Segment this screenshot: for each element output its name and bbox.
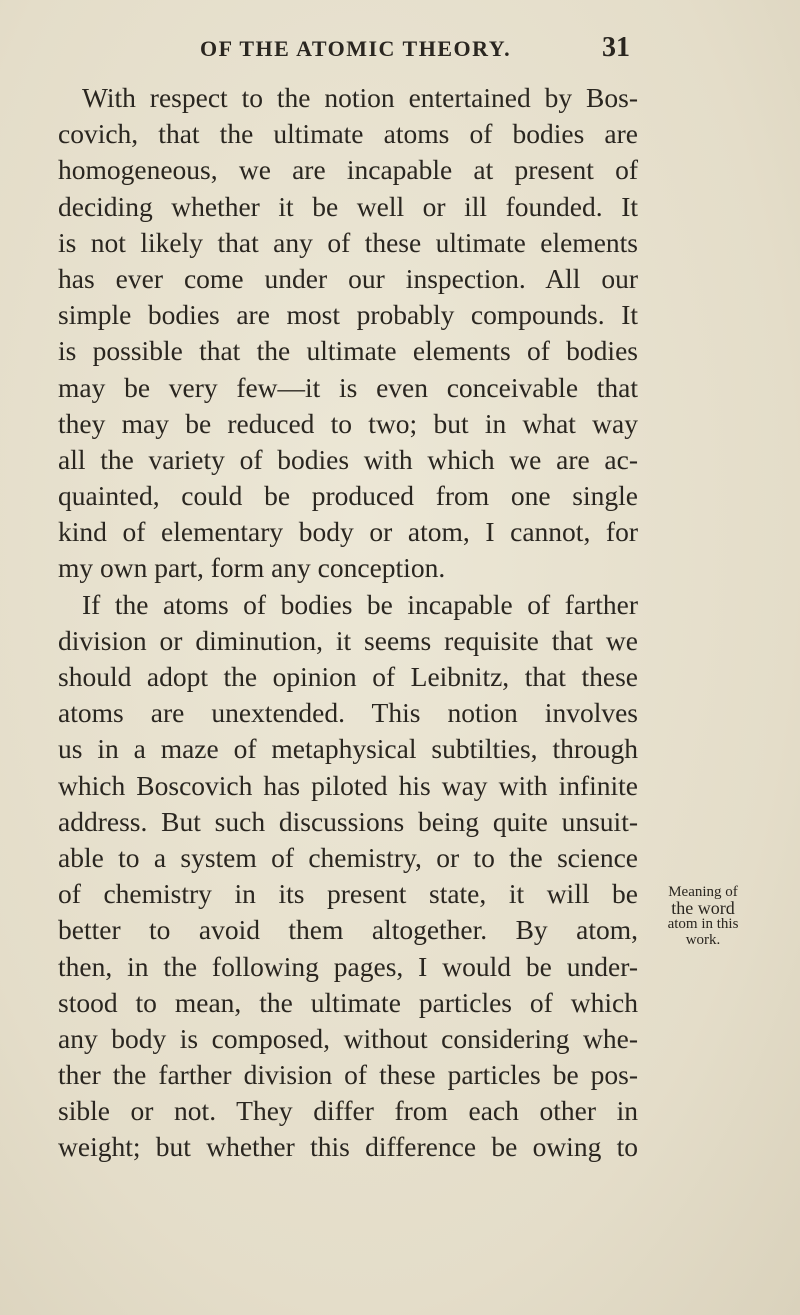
text-line: any body is composed, without considering whe- (58, 1022, 638, 1054)
text-line: then, in the following pages, I would be under- (58, 950, 638, 982)
text-line: my own part, form any conception. (58, 552, 446, 584)
text-line: has ever come under our inspection. All our (58, 262, 638, 294)
text-line: us in a maze of metaphysical subtilties, through (58, 733, 638, 765)
marginal-note-line: work. (685, 932, 721, 948)
marginal-note-line: atom in this (667, 916, 739, 932)
page-number: 31 (602, 32, 630, 63)
text-line: they may be reduced to two; but in what way (58, 407, 638, 439)
text-line: ther the farther division of these particles be pos- (58, 1059, 638, 1091)
text-line: which Boscovich has piloted his way with infinite (58, 769, 638, 801)
text-line: of chemistry in its present state, it will be (58, 878, 638, 910)
text-line: kind of elementary body or atom, I cannot, for (58, 516, 638, 548)
text-line: should adopt the opinion of Leibnitz, that these (58, 661, 638, 692)
text-line: better to avoid them altogether. By atom, (58, 914, 638, 946)
text-line: division or diminution, it seems requisite that we (58, 624, 638, 656)
text-line: is possible that the ultimate elements of bodies (58, 335, 638, 367)
text-line: covich, that the ultimate atoms of bodies are (58, 118, 638, 150)
text-line: With respect to the notion entertained by Bos- (82, 82, 638, 113)
text-line: homogeneous, we are incapable at present of (58, 154, 638, 186)
text-line: weight; but whether this difference be owing to (58, 1131, 638, 1163)
text-line: may be very few—it is even conceivable that (58, 371, 638, 403)
text-line: deciding whether it be well or ill founded. It (58, 190, 638, 222)
text-line: quainted, could be produced from one single (58, 480, 638, 512)
text-line: able to a system of chemistry, or to the science (58, 841, 638, 873)
text-line: is not likely that any of these ultimate elements (58, 226, 638, 258)
text-line: sible or not. They differ from each other in (58, 1095, 638, 1127)
text-line: atoms are unextended. This notion involves (58, 697, 638, 729)
text-line: stood to mean, the ultimate particles of which (58, 986, 638, 1018)
text-line: If the atoms of bodies be incapable of farther (82, 588, 638, 620)
marginal-note (648, 884, 758, 948)
page-header (200, 32, 630, 76)
body-text (58, 80, 638, 1166)
marginal-note-line: the word (671, 898, 735, 918)
marginal-note-line: Meaning of (668, 884, 738, 900)
text-line: address. But such discussions being quite unsuit- (58, 805, 638, 837)
running-head: OF THE ATOMIC THEORY. (200, 36, 512, 61)
text-line: simple bodies are most probably compounds. It (58, 299, 638, 331)
text-line: all the variety of bodies with which we are ac- (58, 443, 638, 475)
